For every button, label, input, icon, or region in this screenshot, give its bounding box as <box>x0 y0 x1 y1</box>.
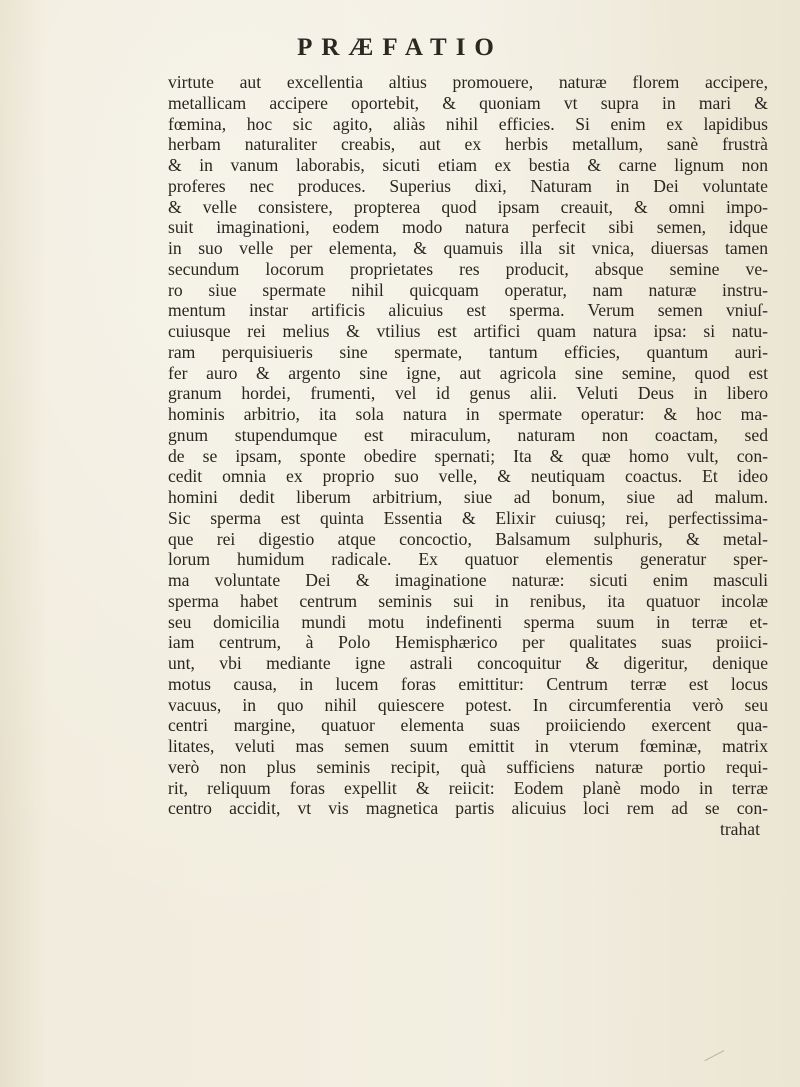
text-line: gnum stupendumque est miraculum, naturam non coactam, sed <box>168 424 768 445</box>
text-line: fœmina, hoc sic agito, aliàs nihil efficies. Si enim ex lapidibus <box>168 113 768 134</box>
text-line: sperma habet centrum seminis sui in renibus, ita quatuor incolæ <box>168 590 768 611</box>
text-line: centri margine, quatuor elementa suas proiiciendo exercent qua- <box>168 715 768 736</box>
catchword: trahat <box>719 819 760 839</box>
running-head: PRÆFATIO <box>297 34 503 61</box>
text-line: cedit omnia ex proprio suo velle, & neutiquam coactus. Et ideo <box>168 466 768 487</box>
text-line: suit imaginationi, eodem modo natura perfecit sibi semen, idque <box>168 217 768 238</box>
text-line: & in vanum laborabis, sicuti etiam ex bestia & carne lignum non <box>168 155 768 175</box>
text-line: mentum instar artificis alicuius est sperma. Verum semen vniuſ- <box>168 300 768 321</box>
text-line: homini dedit liberum arbitrium, siue ad bonum, siue ad malum. <box>168 487 768 507</box>
text-line: metallicam accipere oportebit, & quoniam vt supra in mari & <box>168 92 768 113</box>
text-line: cuiusque rei melius & vtilius est artifici quam natura ipsa: si natu- <box>168 321 768 341</box>
text-line: de se ipsam, sponte obedire spernati; Ita & quæ homo vult, con- <box>168 445 768 466</box>
text-line: virtute aut excellentia altius promouere, naturæ florem accipere, <box>168 72 768 92</box>
body-text <box>168 72 768 840</box>
text-line: & velle consistere, propterea quod ipsam creauit, & omni impo- <box>168 196 768 217</box>
text-line: seu domicilia mundi motu indefinenti sperma suum in terræ et- <box>168 611 768 632</box>
text-line: iam centrum, à Polo Hemisphærico per qualitates suas proiici- <box>168 632 768 653</box>
text-line: ma voluntate Dei & imaginatione naturæ: sicuti enim masculi <box>168 570 768 590</box>
text-line: herbam naturaliter creabis, aut ex herbis metallum, sanè frustrà <box>168 134 768 155</box>
text-line: secundum locorum proprietates res producit, absque semine ve- <box>168 258 768 279</box>
text-line: proferes nec produces. Superius dixi, Naturam in Dei voluntate <box>168 175 768 196</box>
text-line: motus causa, in lucem foras emittitur: Centrum terræ est locus <box>168 673 768 694</box>
text-line: ram perquisiueris sine spermate, tantum efficies, quantum auri- <box>168 341 768 362</box>
text-line: verò non plus seminis recipit, quà sufficiens naturæ portio requi- <box>168 756 768 777</box>
text-line: unt, vbi mediante igne astrali concoquitur & digeritur, denique <box>168 653 768 673</box>
text-line: lorum humidum radicale. Ex quatuor elementis generatur sper- <box>168 549 768 570</box>
pencil-mark <box>698 1038 724 1062</box>
text-line: granum hordei, frumenti, vel id genus alii. Veluti Deus in libero <box>168 383 768 404</box>
text-line: Sic sperma est quinta Essentia & Elixir cuiusq; rei, perfectissima- <box>168 507 768 528</box>
text-line: in suo velle per elementa, & quamuis illa sit vnica, diuersas tamen <box>168 238 768 258</box>
text-line: que rei digestio atque concoctio, Balsamum sulphuris, & metal- <box>168 528 768 549</box>
text-line: centro accidit, vt vis magnetica partis alicuius loci rem ad se con- <box>168 798 768 819</box>
text-line: vacuus, in quo nihil quiescere potest. In circumferentia verò seu <box>168 694 768 715</box>
text-line: ro siue spermate nihil quicquam operatur, nam naturæ instru- <box>168 279 768 300</box>
text-line: litates, veluti mas semen suum emittit in vterum fœminæ, matrix <box>168 736 768 756</box>
text-line: hominis arbitrio, ita sola natura in spermate operatur: & hoc ma- <box>168 404 768 424</box>
text-line: rit, reliquum foras expellit & reiicit: Eodem planè modo in terræ <box>168 777 768 798</box>
text-line: fer auro & argento sine igne, aut agricola sine semine, quod est <box>168 362 768 383</box>
